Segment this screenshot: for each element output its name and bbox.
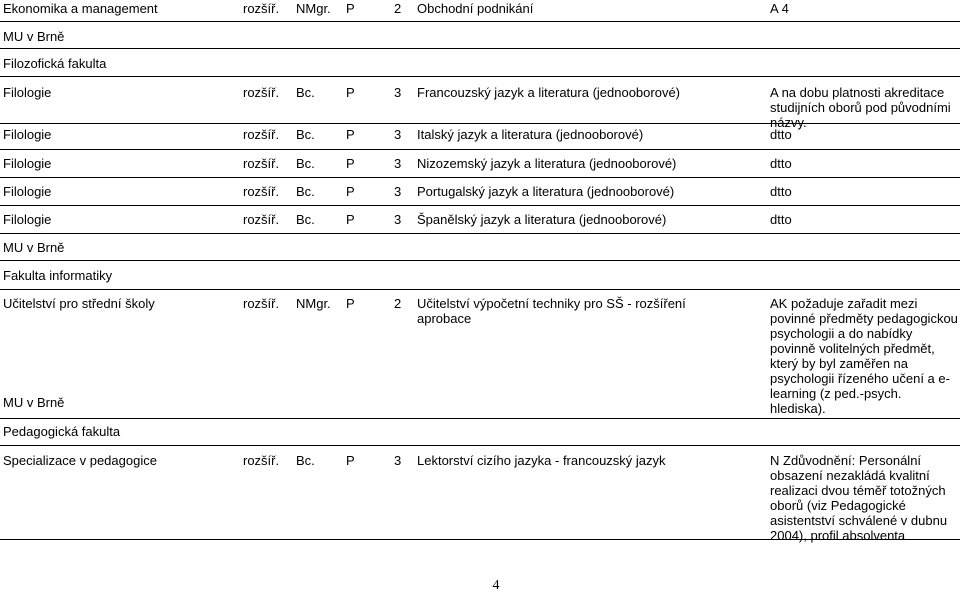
extension-cell: rozšíř. <box>243 296 280 311</box>
length-cell: 3 <box>394 184 402 199</box>
program-cell: Nizozemský jazyk a literatura (jednooborové) <box>417 156 677 171</box>
length-cell: 3 <box>394 156 402 171</box>
degree-cell: Bc. <box>296 127 315 142</box>
extension-cell: rozšíř. <box>243 156 280 171</box>
length-cell: 2 <box>394 296 402 311</box>
field-cell: Specializace v pedagogice <box>3 453 157 468</box>
form-cell: P <box>346 212 355 227</box>
degree-cell: Bc. <box>296 184 315 199</box>
note-cell: dtto <box>770 156 792 171</box>
university-header: MU v Brně <box>3 29 65 44</box>
field-cell: Filologie <box>3 127 52 142</box>
table-row <box>0 453 960 543</box>
length-cell: 3 <box>394 85 402 100</box>
form-cell: P <box>346 1 355 16</box>
length-cell: 2 <box>394 1 402 16</box>
program-cell: Obchodní podnikání <box>417 1 534 16</box>
university-header-row <box>0 240 960 261</box>
table-row <box>0 184 960 206</box>
university-header-row <box>0 395 960 419</box>
faculty-header-row <box>0 56 960 77</box>
field-cell: Filologie <box>3 156 52 171</box>
faculty-header: Fakulta informatiky <box>3 268 113 283</box>
form-cell: P <box>346 453 355 468</box>
degree-cell: Bc. <box>296 156 315 171</box>
form-cell: P <box>346 184 355 199</box>
form-cell: P <box>346 127 355 142</box>
field-cell: Učitelství pro střední školy <box>3 296 155 311</box>
length-cell: 3 <box>394 127 402 142</box>
note-cell: dtto <box>770 127 792 142</box>
degree-cell: NMgr. <box>296 296 331 311</box>
extension-cell: rozšíř. <box>243 212 280 227</box>
faculty-header-row <box>0 268 960 290</box>
length-cell: 3 <box>394 453 402 468</box>
program-cell: Italský jazyk a literatura (jednooborové) <box>417 127 644 142</box>
extension-cell: rozšíř. <box>243 85 280 100</box>
note-cell: dtto <box>770 212 792 227</box>
note-cell: A na dobu platnosti akreditace studijních oborů pod původními názvy. <box>770 85 951 130</box>
table-row <box>0 156 960 178</box>
note-cell: N Zdůvodnění: Personální obsazení nezakládá kvalitní realizaci dvou téměř totožných oborů (viz Pedagogické asistentství schválené v dubnu 2004), profil absolventa <box>770 453 948 543</box>
length-cell: 3 <box>394 212 402 227</box>
field-cell: Filologie <box>3 212 52 227</box>
form-cell: P <box>346 296 355 311</box>
table-row <box>0 127 960 150</box>
university-header: MU v Brně <box>3 240 65 255</box>
university-header: MU v Brně <box>3 395 65 410</box>
extension-cell: rozšíř. <box>243 1 280 16</box>
field-cell: Ekonomika a management <box>3 1 158 16</box>
program-cell: Portugalský jazyk a literatura (jednooborové) <box>417 184 675 199</box>
university-header-row <box>0 29 960 49</box>
table-row <box>0 1 960 22</box>
page-number: 4 <box>492 578 500 593</box>
program-cell: Španělský jazyk a literatura (jednooborové) <box>417 212 667 227</box>
extension-cell: rozšíř. <box>243 184 280 199</box>
table-row <box>0 212 960 234</box>
field-cell: Filologie <box>3 184 52 199</box>
note-cell: A 4 <box>770 1 789 16</box>
extension-cell: rozšíř. <box>243 127 280 142</box>
field-cell: Filologie <box>3 85 52 100</box>
table-row <box>0 85 960 130</box>
degree-cell: Bc. <box>296 453 315 468</box>
faculty-header: Filozofická fakulta <box>3 56 107 71</box>
note-cell: dtto <box>770 184 792 199</box>
faculty-header: Pedagogická fakulta <box>3 424 121 439</box>
extension-cell: rozšíř. <box>243 453 280 468</box>
degree-cell: NMgr. <box>296 1 331 16</box>
form-cell: P <box>346 85 355 100</box>
form-cell: P <box>346 156 355 171</box>
degree-cell: Bc. <box>296 212 315 227</box>
faculty-header-row <box>0 424 960 446</box>
program-cell: Francouzský jazyk a literatura (jednooborové) <box>417 85 681 100</box>
note-cell: AK požaduje zařadit mezi povinné předměty pedagogickou psychologii a do nabídky povinně volitelných předmět, který by byl zaměřen na psychologii řízeného učení a e-learning (z ped.-psych. hlediska). <box>770 296 958 416</box>
degree-cell: Bc. <box>296 85 315 100</box>
program-cell: Učitelství výpočetní techniky pro SŠ - rozšíření aprobace <box>417 296 686 326</box>
program-cell: Lektorství cizího jazyka - francouzský jazyk <box>417 453 666 468</box>
